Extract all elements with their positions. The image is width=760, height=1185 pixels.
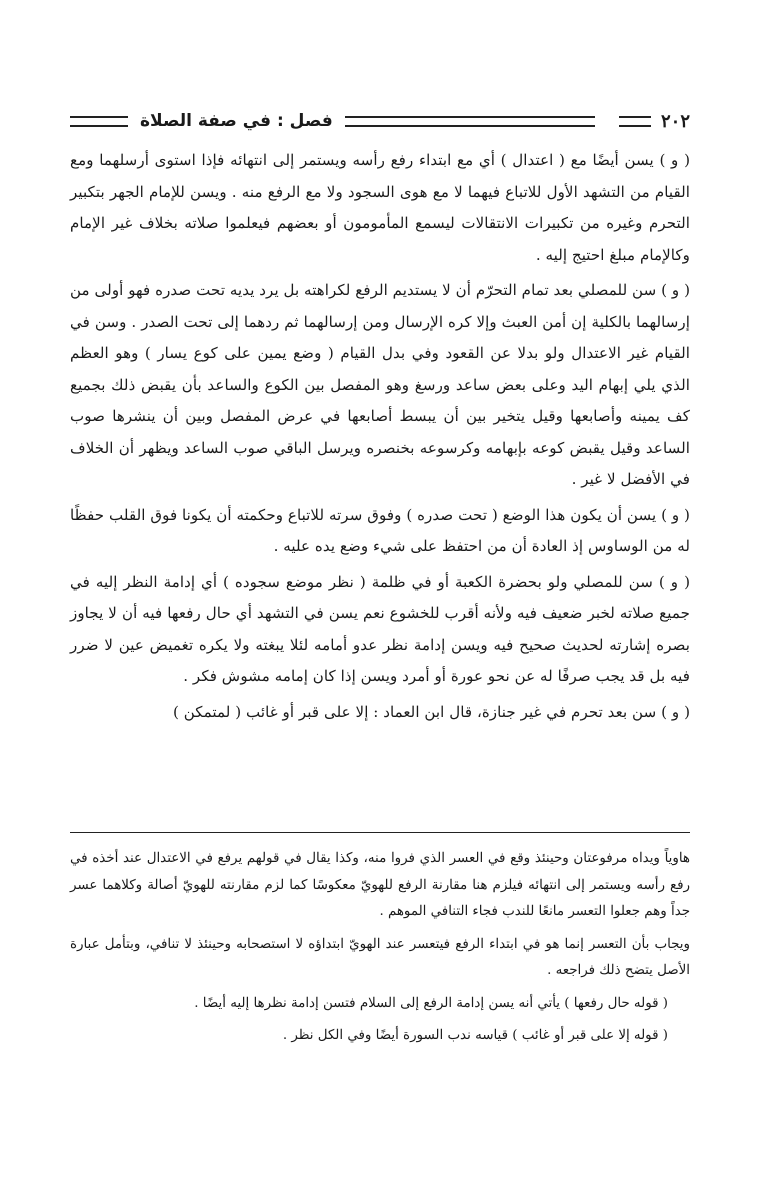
running-header bbox=[70, 108, 690, 134]
footnote-separator bbox=[70, 832, 690, 833]
chapter-title: فصل : في صفة الصلاة bbox=[140, 111, 333, 131]
main-text bbox=[70, 145, 690, 732]
body-paragraph: ( و ) سن بعد تحرم في غير جنازة، قال ابن العماد : إلا على قبر أو غائب ( لمتمكن ) bbox=[172, 702, 690, 721]
footnotes bbox=[70, 846, 690, 1056]
header-rule-end bbox=[70, 116, 128, 127]
footnote-paragraph: ويجاب بأن التعسر إنما هو في ابتداء الرفع فيتعسر عند الهويّ ابتداؤه لا استصحابه وحينئذ لا تنافي، وبتأمل عبارة الأصل يتضح ذلك فراجعه . bbox=[70, 936, 690, 978]
body-paragraph: ( و ) سن للمصلي بعد تمام التحرّم أن لا يستديم الرفع لكراهته بل يرد يديه تحت صدره فهو أولى من إرسالهما بالكلية إن أمن العبث وإلا كره الإرسال ومن إرسالهما ثم ردهما إلى تحت الصدر . وسن في القيام غير الاعتدال ولو بدلا عن القعود وفي بدل القيام ( وضع يمين على كوع يسار ) وهو العظم الذي يلي إبهام اليد وعلى بعض ساعد ورسغ وهو المفصل بين الكوع والساعد بأن يقبض ذلك بجميع كف يمينه وأصابعها وقيل يتخير بين أن يبسط أصابعها في عرض المفصل وبين أن ينشرها صوب الساعد وقيل يقبض كوعه بإبهامه وكرسوعه بخنصره ويرسل الباقي صوب الساعد ويظهر أن الخلاف في الأفضل لا غير . bbox=[70, 281, 690, 488]
body-paragraph: ( و ) يسن أيضًا مع ( اعتدال ) أي مع ابتداء رفع رأسه ويستمر إلى انتهائه فإذا استوى أرسلهما ومع القيام من التشهد الأول للاتباع فيهما لا مع هوى السجود ولا مع الرفع منه . ويسن للإمام الجهر بتكبير التحرم وغيره من تكبيرات الانتقالات ليسمع المأمومون أو بعضهم فيعلموا صلاته بخلاف غير الإمام وكالإمام مبلغ احتيج إليه . bbox=[70, 151, 690, 264]
body-paragraph: ( و ) يسن أن يكون هذا الوضع ( تحت صدره ) وفوق سرته للاتباع وحكمته أن يكونا فوق القلب حفظًا له من الوساوس إذ العادة أن من احتفظ على شيء وضع يده عليه . bbox=[70, 505, 690, 555]
header-rule-short bbox=[619, 116, 651, 127]
footnote-paragraph: ( قوله إلا على قبر أو غائب ) قياسه ندب السورة أيضًا وفي الكل نظر . bbox=[282, 1028, 668, 1043]
page-number: ٢٠٢ bbox=[660, 110, 690, 132]
footnote-paragraph: هاوياً ويداه مرفوعتان وحينئذ وقع في العسر الذي فروا منه، وكذا يقال في قولهم يرفع في الاعتدال عند أخذه في رفع رأسه ويستمر إلى انتهائه فيلزم هنا مقارنة الرفع للهويّ معكوسًا كما لزم مقارنته للهويّ أصالة وكلاهما عسر جداً وهم جعلوا التعسر مانعًا للندب فجاء التنافي الموهم . bbox=[70, 851, 690, 919]
body-paragraph: ( و ) سن للمصلي ولو بحضرة الكعبة أو في ظلمة ( نظر موضع سجوده ) أي إدامة النظر إليه في جميع صلاته لخبر ضعيف فيه ولأنه أقرب للخشوع نعم يسن في التشهد أي حال رفعها فيه أن لا يجاوز بصره إشارته لحديث صحيح فيه ويسن إدامة نظر عدو أمامه لئلا يبغته ولا يكره تغميض عين لا ضرر فيه بل قد يجب صرفًا له عن نحو عورة أو أمرد ويسن إذا كان إمامه مشوش فكر . bbox=[70, 572, 690, 685]
footnote-paragraph: ( قوله حال رفعها ) يأتي أنه يسن إدامة الرفع إلى السلام فتسن إدامة نظرها إليه أيضًا . bbox=[194, 995, 668, 1011]
header-rule-long bbox=[345, 116, 595, 127]
